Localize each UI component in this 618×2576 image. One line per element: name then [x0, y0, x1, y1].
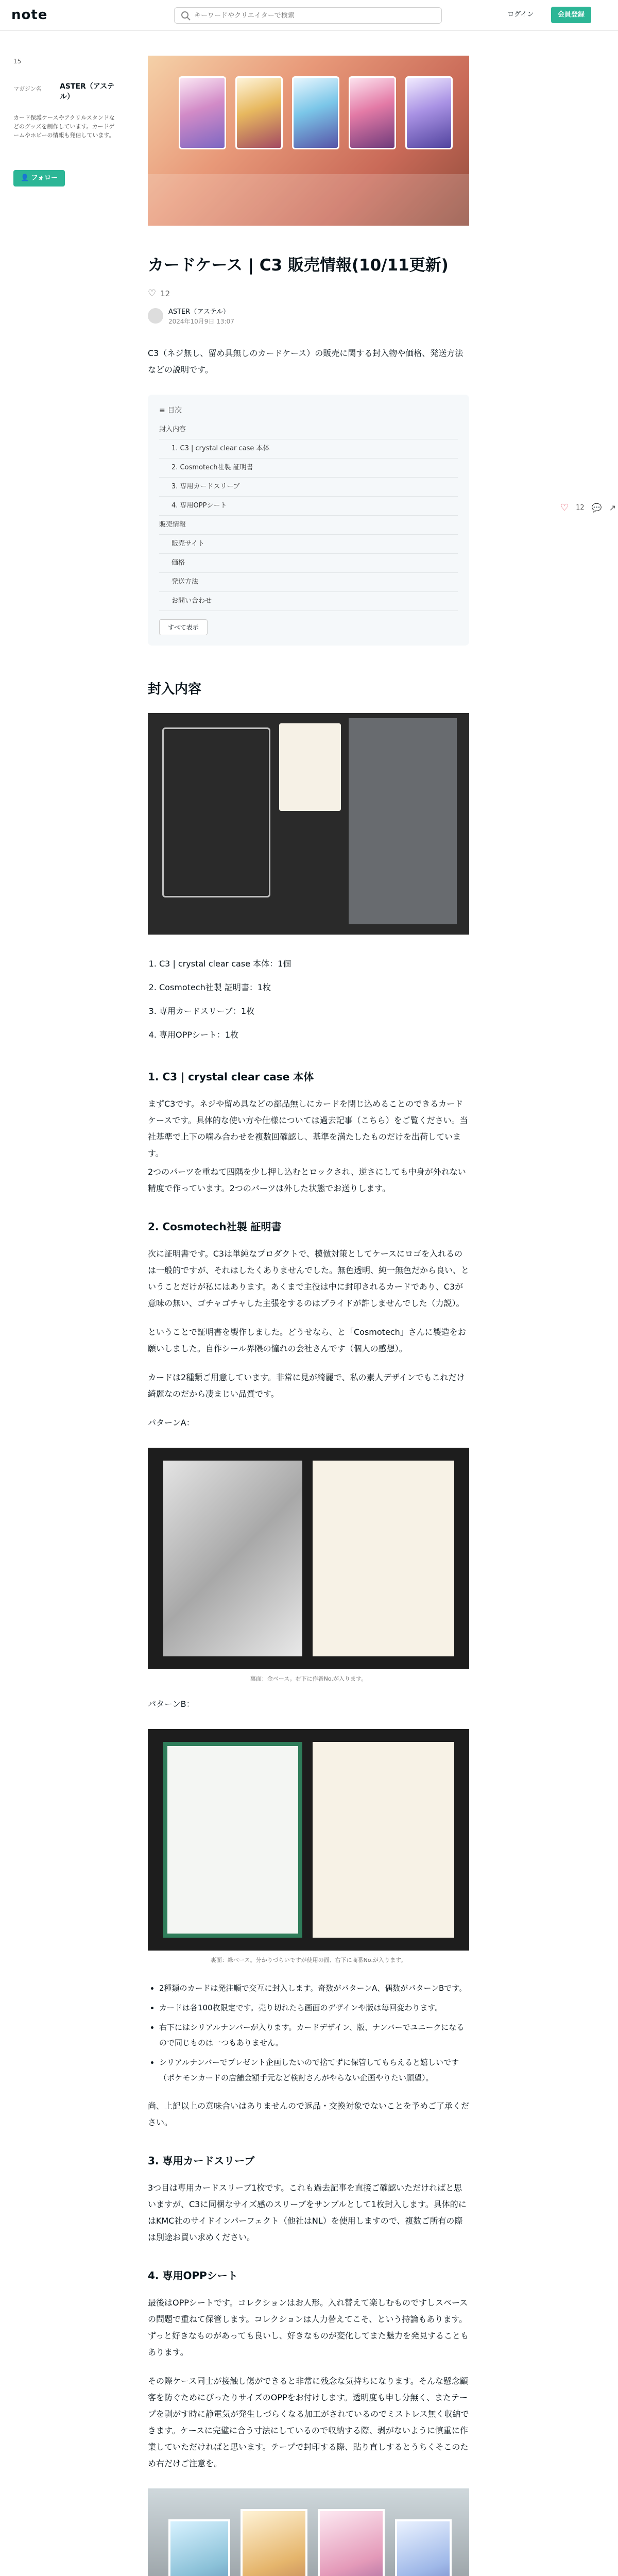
- paragraph: 3つ目は専用カードスリーブ1枚です。これも過去記事を直接ご確認いただければと思いますが、C3に同梱なサイズ感のスリーブをサンプルとして1枚封入します。具体的にはKMC社のサイドインパーフェクト（他社はNL）を使用しますので、複数ご所有の際は別途お買い求めください。: [148, 2183, 467, 2242]
- hero-card: [405, 76, 453, 149]
- login-link[interactable]: ログイン: [507, 11, 534, 19]
- toc-title: 目次: [167, 406, 182, 415]
- paragraph: 2つのパーツを重ねて四隅を少し押し込むとロックされ、逆さにしても中身が外れない精度で作っています。2つのパーツは外した状態でお送りします。: [148, 1167, 466, 1193]
- pattern-label: パターンA：: [148, 1418, 195, 1428]
- list-item: 4. 専用OPPシート：1枚: [159, 1023, 469, 1047]
- toc-item[interactable]: 封入内容: [159, 420, 458, 439]
- person-plus-icon: 👤: [20, 174, 29, 182]
- toc-head: [159, 405, 458, 415]
- float-like-count: 12: [576, 504, 585, 512]
- hero-card: [349, 76, 396, 149]
- toc-item[interactable]: 1. C3 | crystal clear case 本体: [159, 439, 458, 459]
- toc-more-button[interactable]: すべて表示: [159, 619, 208, 635]
- subheading: 1. C3 | crystal clear case 本体: [148, 1071, 314, 1083]
- pattern-b-photo: [148, 1729, 469, 1951]
- paragraph: カードは2種類ご用意しています。非常に見が綺麗で、私の素人デザインでもこれだけ綺麗なのだから凄まじい品質です。: [148, 1372, 465, 1399]
- pattern-a-photo: [148, 1448, 469, 1669]
- like-row: [148, 288, 469, 299]
- toc-item[interactable]: 2. Cosmotech社製 証明書: [159, 459, 458, 478]
- paragraph: その際ケース同士が接触し傷ができると非常に残念な気持ちになります。そんな懸念顧客を防ぐためにぴったりサイズのOPPをお付けします。透明度も申し分無く、またテープを剥がす時に静電気が発生しづらくなる加工がされているのでミストレス無く収納できます。ケースに完璧に合う寸法にしているので収納する際、剥がないように慎重に作業していただければと思います。テープで封印する際、貼り直しするとうちくそこのため右だけご注意を。: [148, 2376, 469, 2468]
- search-icon: [181, 11, 191, 21]
- creator-sidebar: [13, 58, 116, 182]
- toc-item[interactable]: 3. 専用カードスリーブ: [159, 478, 458, 497]
- list-item: • シリアルナンバーでプレゼント企画したいので捨てずに保管してもらえると嬉しいです（ポケモンカードの店舗金額手元など検討さんがやらない企画やりたい願望）。: [159, 2055, 469, 2086]
- site-header: [0, 0, 618, 31]
- author-name[interactable]: ASTER（アステル）: [168, 308, 230, 316]
- heart-icon[interactable]: ♡: [560, 502, 569, 513]
- article-title: カードケース | C3 販売情報(10/11更新): [148, 256, 449, 275]
- list-item: 1. C3 | crystal clear case 本体：1個: [159, 952, 469, 976]
- creator-description: カード保護ケースやアクリルスタンドなどのグッズを制作しています。カードゲームやホビーの情報も発信しています。: [13, 114, 115, 139]
- subheading: 4. 専用OPPシート: [148, 2269, 238, 2282]
- magazine-label: マガジン名: [13, 86, 42, 92]
- avatar[interactable]: [148, 308, 163, 324]
- card-back-shape: [163, 1461, 302, 1656]
- article-main: [148, 56, 469, 2576]
- subheading: 2. Cosmotech社製 証明書: [148, 1221, 282, 1233]
- paragraph: 次に証明書です。C3は単純なプロダクトで、模倣対策としてケースにロゴを入れるのは一般的ですが、それはしたくありませんでした。無色透明、純一無色だから良い、ということだけが私にはあります。あくまで主役は中に封印されるカードであり、C3が意味の無い、ゴチャゴチャした主張をするのはプライドが許しませんでした（力説）。: [148, 1249, 470, 1308]
- toc-list: [159, 420, 458, 611]
- list-item: 3. 専用カードスリーブ：1枚: [159, 999, 469, 1023]
- certificate-shape: [279, 723, 341, 811]
- author-block: [148, 306, 469, 326]
- notes-list: [148, 1980, 469, 2086]
- search-input[interactable]: [194, 10, 431, 21]
- heart-icon[interactable]: ♡: [148, 288, 157, 299]
- card-back-shape: [163, 1742, 302, 1938]
- contents-list: [148, 952, 469, 1047]
- paragraph: 尚、上記以上の意味合いはありませんので返品・交換対象でないことを予めご了承ください。: [148, 2101, 470, 2127]
- pattern-label: パターンB：: [148, 1699, 195, 1709]
- contents-photo: [148, 713, 469, 935]
- hero-shelf: [148, 174, 469, 226]
- section-heading: 封入内容: [148, 682, 202, 697]
- paragraph: 最後はOPPシートです。コレクションはお人形。入れ替えて楽しむものですしスペースの問題で重ねて保管します。コレクションは人力替えてこそ、という持論もあります。ずっと好きなものがあっても良いし、好きなものが変化してまた魅力を発見することもあります。: [148, 2298, 469, 2357]
- caption: 裏面：金ベース。右下に作番No.が入ります。: [250, 1675, 367, 1682]
- list-item: 2. Cosmotech社製 証明書：1枚: [159, 976, 469, 999]
- search-box[interactable]: [174, 7, 442, 24]
- intro-text: C3（ネジ無し、留め具無しのカードケース）の販売に関する封入物や価格、発送方法などの説明です。: [148, 348, 464, 375]
- hero-image: [148, 56, 469, 226]
- note-logo[interactable]: note: [11, 7, 48, 23]
- toc-item[interactable]: 発送方法: [159, 573, 458, 592]
- caption: 裏面：緑ベース。分かりづらいですが使用の面、右下に商番No.が入ります。: [210, 1957, 407, 1963]
- signup-button[interactable]: 会員登録: [551, 7, 591, 23]
- list-item: • カードは各100枚限定です。売り切れたら画面のデザインや版は毎回変わります。: [159, 2000, 469, 2015]
- case-shape: [162, 727, 270, 897]
- hero-card: [292, 76, 339, 149]
- toc-item[interactable]: 販売サイト: [159, 535, 458, 554]
- stored-card-shape: [395, 2519, 452, 2576]
- stored-card-shape: [168, 2519, 230, 2576]
- list-item: • 右下にはシリアルナンバーが入ります。カードデザイン、版、ナンバーでユニークになるので同じものは一つもありません。: [159, 2020, 469, 2050]
- toc-item[interactable]: 販売情報: [159, 516, 458, 535]
- sidebar-number: 15: [13, 58, 22, 65]
- hero-card: [179, 76, 226, 149]
- hero-card: [235, 76, 283, 149]
- follow-button[interactable]: [13, 170, 65, 187]
- post-date: 2024年10月9日 13:07: [168, 318, 234, 325]
- toc-item[interactable]: お問い合わせ: [159, 592, 458, 611]
- opp-storage-photo: [148, 2488, 469, 2576]
- subheading: 3. 専用カードスリーブ: [148, 2155, 255, 2167]
- list-icon: ≡: [159, 406, 165, 415]
- toc-item[interactable]: 価格: [159, 554, 458, 573]
- paragraph: ということで証明書を製作しました。どうせなら、と「Cosmotech」さんに製造をお願いしました。自作シール界隈の憧れの会社さんです（個人の感想）。: [148, 1327, 466, 1353]
- share-icon[interactable]: ↗: [609, 503, 616, 513]
- stored-card-shape: [318, 2509, 385, 2576]
- creator-name[interactable]: ASTER（アステル）: [60, 82, 114, 101]
- sleeve-shape: [349, 718, 457, 924]
- paragraph: まずC3です。ネジや留め具などの部品無しにカードを閉じ込めることのできるカードケースです。具体的な使い方や仕様については過去記事（こちら）をご覧ください。当社基準で上下の噛み合わせを複数回確認し、基準を満たしたものだけを出荷しています。: [148, 1099, 468, 1158]
- floating-actions: [560, 502, 616, 513]
- toc-item[interactable]: 4. 専用OPPシート: [159, 497, 458, 516]
- table-of-contents: [148, 395, 469, 646]
- follow-label: フォロー: [31, 174, 58, 182]
- comment-icon[interactable]: 💬: [591, 503, 602, 513]
- like-count: 12: [160, 289, 170, 298]
- stored-card-shape: [241, 2509, 307, 2576]
- list-item: • 2種類のカードは発注順で交互に封入します。奇数がパターンA、偶数がパターンBです。: [159, 1980, 469, 1996]
- card-front-shape: [313, 1461, 454, 1656]
- card-front-shape: [313, 1742, 454, 1938]
